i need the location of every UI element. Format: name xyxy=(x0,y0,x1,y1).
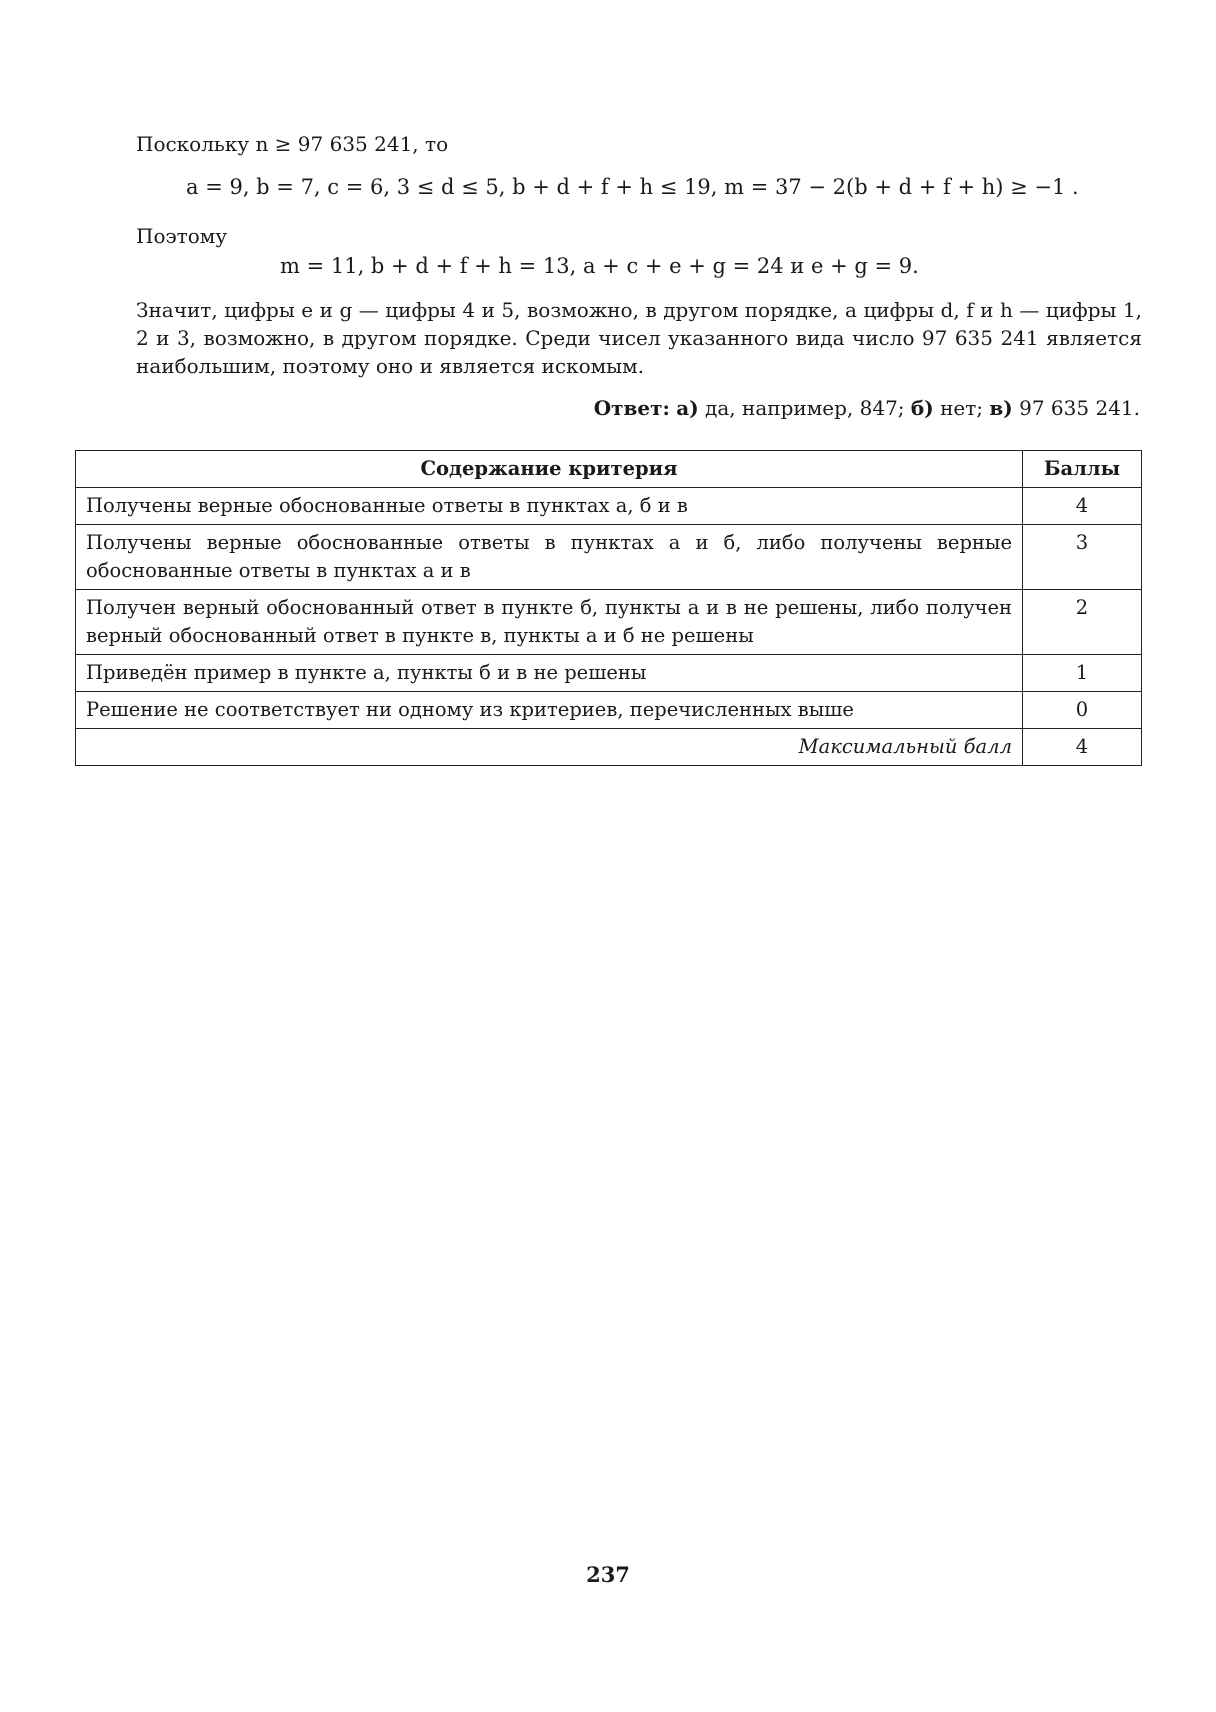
answer-c-text: 97 635 241. xyxy=(1019,396,1140,420)
intro-paragraph: Поскольку n ≥ 97 635 241, то xyxy=(136,132,449,156)
criterion-points: 0 xyxy=(1023,692,1142,729)
header-criterion: Содержание критерия xyxy=(76,451,1023,488)
table-row xyxy=(76,590,1142,655)
answer-label: Ответ: xyxy=(593,396,670,420)
page-number: 237 xyxy=(586,1562,630,1587)
criterion-points: 2 xyxy=(1023,590,1142,655)
table-row xyxy=(76,525,1142,590)
criterion-points: 4 xyxy=(1023,488,1142,525)
therefore-paragraph: Поэтому xyxy=(136,224,228,248)
criterion-text: Приведён пример в пункте а, пункты б и в не решены xyxy=(76,655,1023,692)
criterion-points: 1 xyxy=(1023,655,1142,692)
table-max-row xyxy=(76,729,1142,766)
answer-a-label: а) xyxy=(676,396,699,420)
criterion-text: Получены верные обоснованные ответы в пунктах а и б, либо получены верные обоснованные ответы в пунктах а и в xyxy=(76,525,1023,590)
criteria-table xyxy=(75,450,1142,766)
answer-line xyxy=(594,396,1140,420)
criterion-text: Получены верные обоснованные ответы в пунктах а, б и в xyxy=(76,488,1023,525)
table-row xyxy=(76,692,1142,729)
conclusion-paragraph: Значит, цифры e и g — цифры 4 и 5, возможно, в другом порядке, а цифры d, f и h — цифры 1, 2 и 3, возможно, в другом порядке. Среди чисел указанного вида число 97 635 241 является наибольшим, поэтому оно и является искомым. xyxy=(136,298,1142,378)
table-row xyxy=(76,488,1142,525)
criterion-points: 3 xyxy=(1023,525,1142,590)
equation-2: m = 11, b + d + f + h = 13, a + c + e + g = 24 и e + g = 9. xyxy=(280,254,919,278)
criterion-text: Получен верный обоснованный ответ в пункте б, пункты а и в не решены, либо получен верный обоснованный ответ в пункте в, пункты а и б не решены xyxy=(76,590,1023,655)
answer-b-text: нет; xyxy=(940,396,984,420)
table-row xyxy=(76,655,1142,692)
table-header-row xyxy=(76,451,1142,488)
answer-b-label: б) xyxy=(910,396,934,420)
answer-a-text: да, например, 847; xyxy=(705,396,905,420)
answer-c-label: в) xyxy=(989,396,1013,420)
equation-1: a = 9, b = 7, c = 6, 3 ≤ d ≤ 5, b + d + f + h ≤ 19, m = 37 − 2(b + d + f + h) ≥ −1 . xyxy=(186,175,1079,199)
header-points: Баллы xyxy=(1023,451,1142,488)
criterion-text: Решение не соответствует ни одному из критериев, перечисленных выше xyxy=(76,692,1023,729)
max-score-label: Максимальный балл xyxy=(76,729,1023,766)
max-score-value: 4 xyxy=(1023,729,1142,766)
